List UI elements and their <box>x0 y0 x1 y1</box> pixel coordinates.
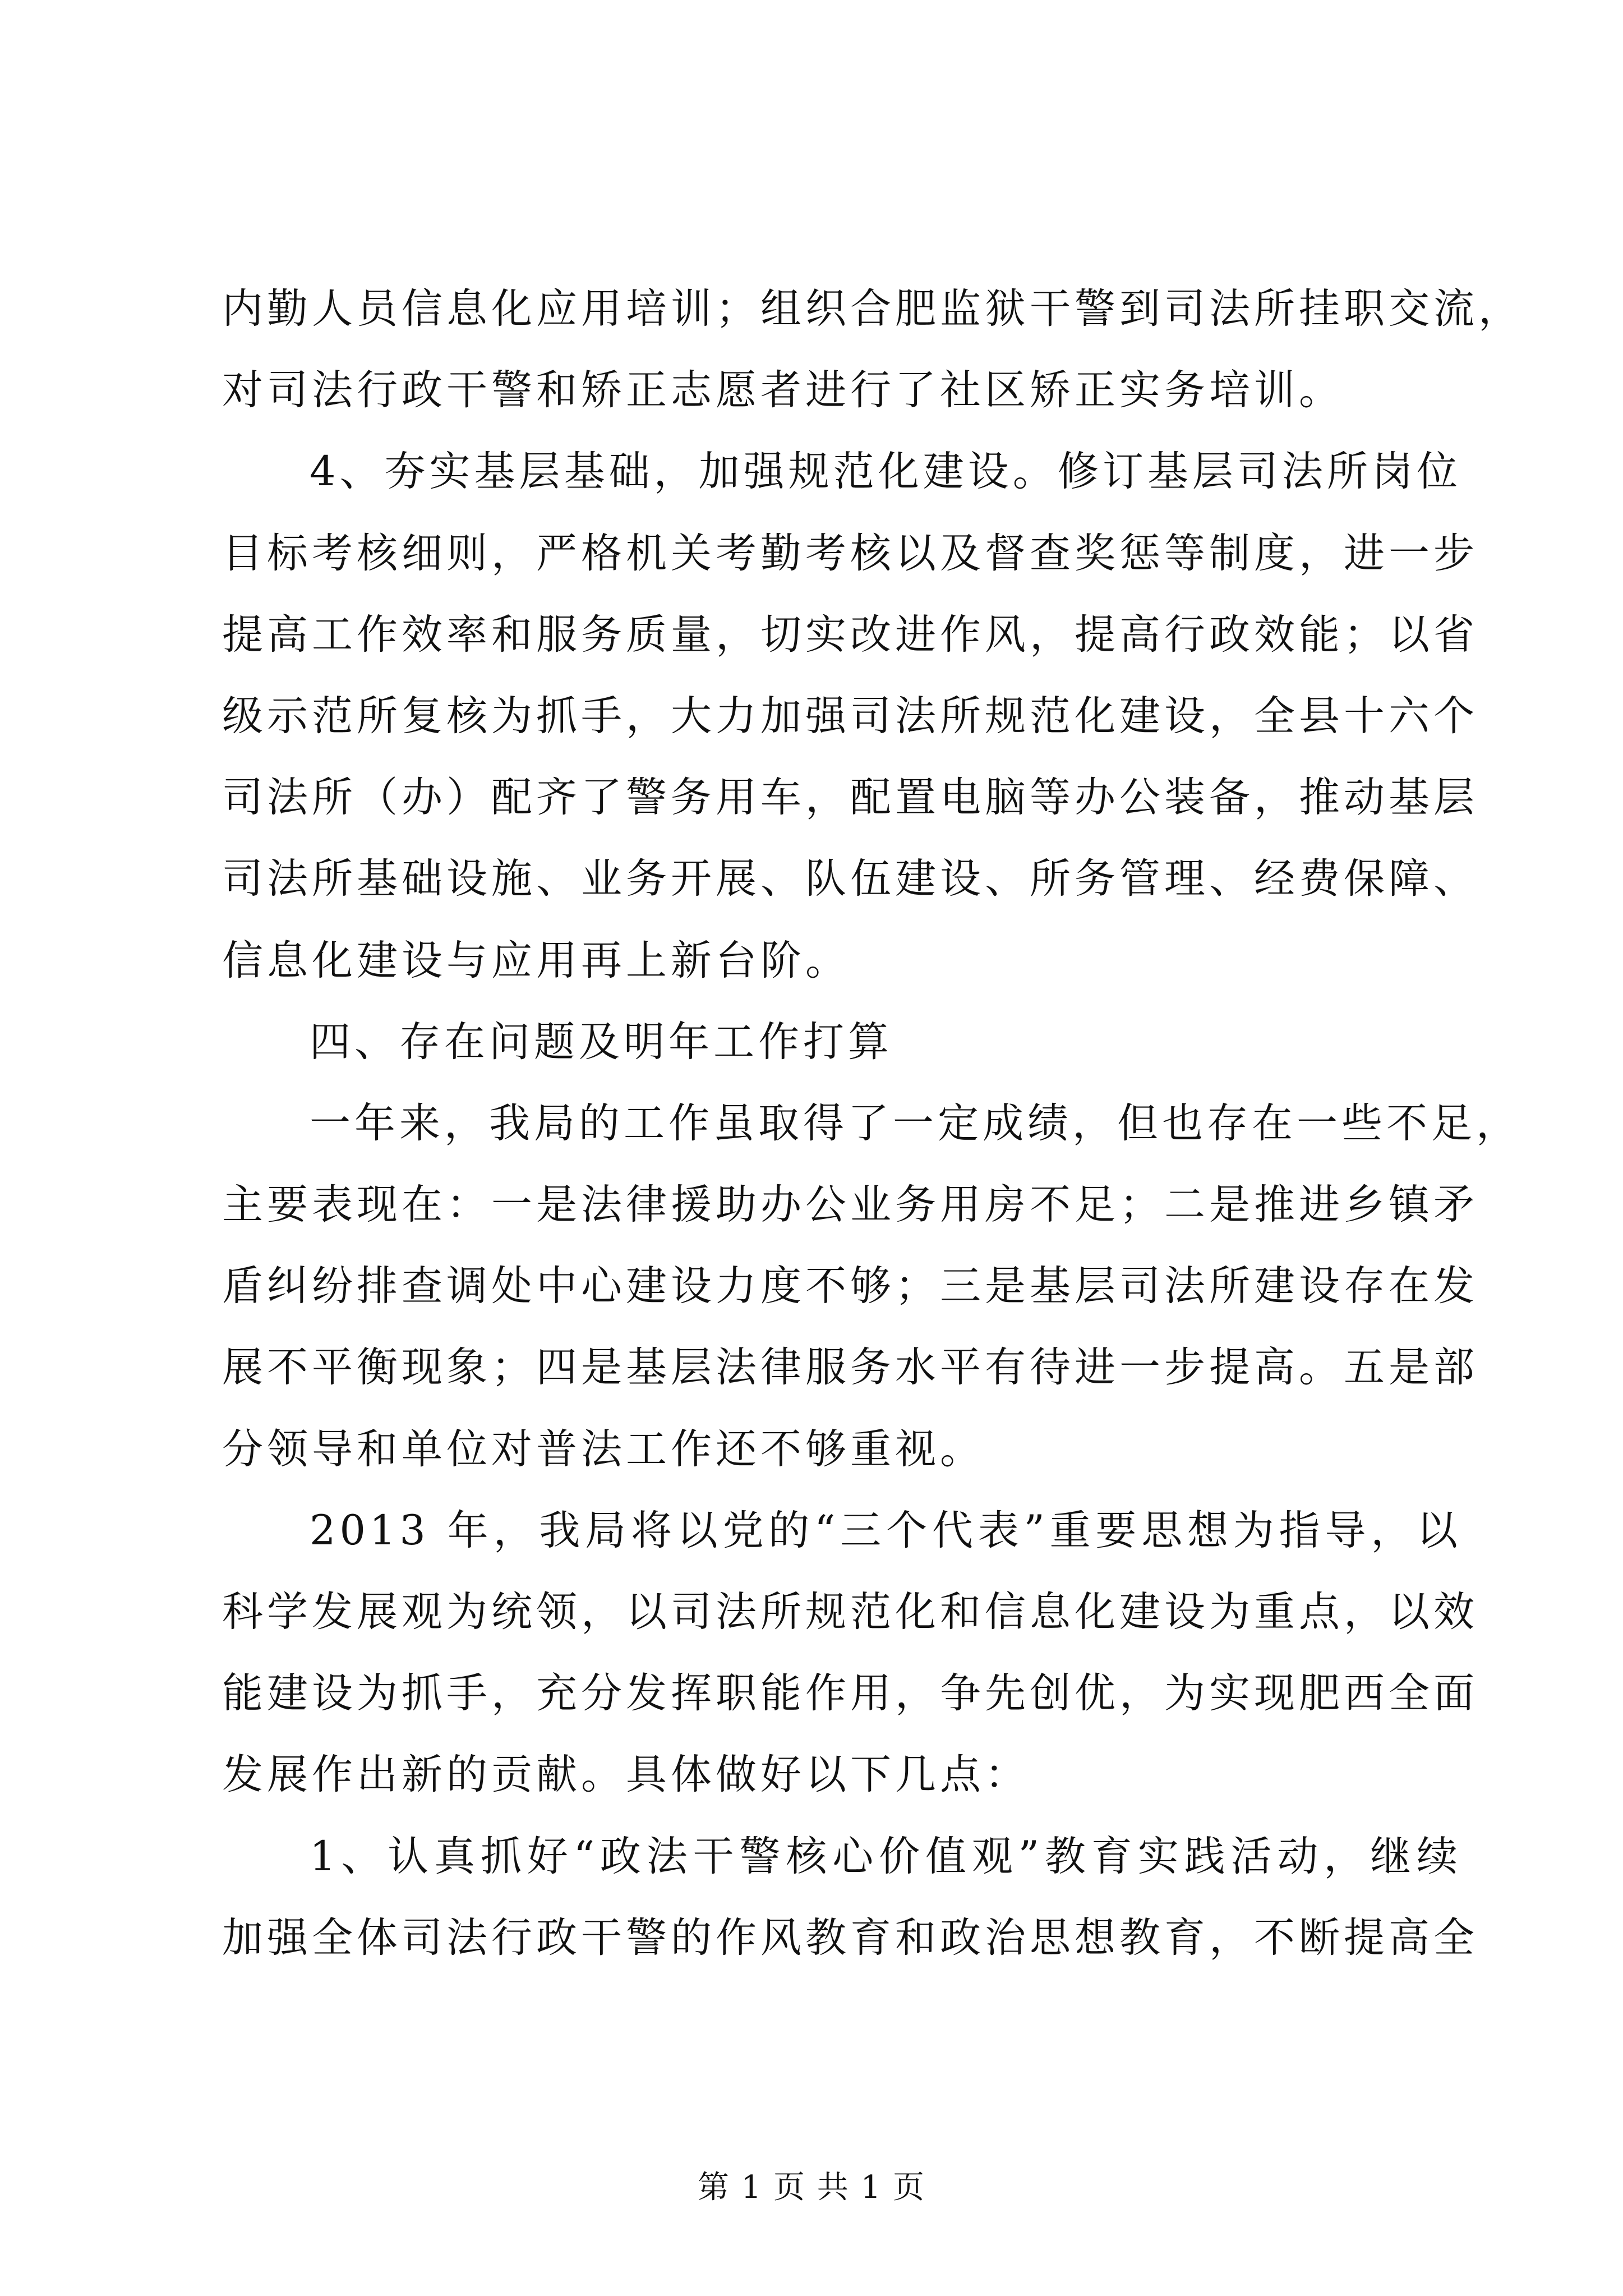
text-line: 科学发展观为统领，以司法所规范化和信息化建设为重点，以效 <box>222 1588 1478 1636</box>
text-line: 能建设为抓手，充分发挥职能作用，争先创优，为实现肥西全面 <box>222 1669 1478 1718</box>
page-footer <box>0 2168 1623 2207</box>
text-line: 内勤人员信息化应用培训；组织合肥监狱干警到司法所挂职交流， <box>222 285 1523 333</box>
text-line: 信息化建设与应用再上新台阶。 <box>222 936 850 984</box>
text-line: 主要表现在：一是法律援助办公业务用房不足；二是推进乡镇矛 <box>222 1181 1478 1229</box>
section-heading: 四、存在问题及明年工作打算 <box>310 1018 893 1066</box>
text-line: 司法所（办）配齐了警务用车，配置电脑等办公装备，推动基层 <box>222 774 1478 822</box>
text-line: 1、认真抓好“政法干警核心价值观”教育实践活动，继续 <box>310 1832 1461 1880</box>
text-line: 一年来，我局的工作虽取得了一定成绩，但也存在一些不足， <box>310 1099 1521 1147</box>
text-line: 对司法行政干警和矫正志愿者进行了社区矫正实务培训。 <box>222 366 1344 415</box>
text-line: 盾纠纷排查调处中心建设力度不够；三是基层司法所建设存在发 <box>222 1262 1478 1310</box>
text-line: 加强全体司法行政干警的作风教育和政治思想教育，不断提高全 <box>222 1913 1478 1962</box>
text-line: 级示范所复核为抓手，大力加强司法所规范化建设，全县十六个 <box>222 692 1478 740</box>
text-line: 发展作出新的贡献。具体做好以下几点： <box>222 1751 1030 1799</box>
document-body <box>222 268 1523 1978</box>
text-line: 4、夯实基层基础，加强规范化建设。修订基层司法所岗位 <box>310 448 1461 496</box>
text-line: 提高工作效率和服务质量，切实改进作风，提高行政效能；以省 <box>222 610 1478 659</box>
page-number-label: 第 1 页 共 1 页 <box>697 2169 926 2206</box>
text-line: 司法所基础设施、业务开展、队伍建设、所务管理、经费保障、 <box>222 855 1478 903</box>
text-line: 分领导和单位对普法工作还不够重视。 <box>222 1425 985 1473</box>
text-line: 展不平衡现象；四是基层法律服务水平有待进一步提高。五是部 <box>222 1343 1478 1392</box>
text-line: 目标考核细则，严格机关考勤考核以及督查奖惩等制度，进一步 <box>222 529 1478 577</box>
text-line: 2013 年，我局将以党的“三个代表”重要思想为指导，以 <box>310 1506 1461 1554</box>
